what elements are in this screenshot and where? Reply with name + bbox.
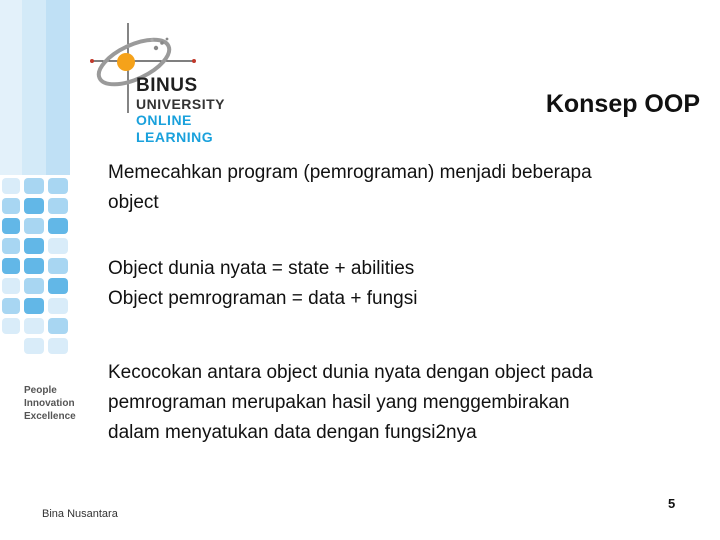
paragraph-3-line-2: pemrograman merupakan hasil yang menggembirakan (108, 392, 570, 413)
sidebar-decoration (0, 0, 72, 540)
paragraph-1-line-2: object (108, 192, 159, 213)
logo-line-online: ONLINE (136, 112, 192, 128)
paragraph-2-line-2: Object pemrograman = data + fungsi (108, 288, 418, 309)
paragraph-3-line-1: Kecocokan antara object dunia nyata dengan object pada (108, 362, 593, 383)
page-number: 5 (668, 496, 676, 511)
paragraph-3-line-3: dalam menyatukan data dengan fungsi2nya (108, 422, 477, 443)
paragraph-1 (108, 158, 592, 218)
tagline (24, 384, 76, 423)
paragraph-3 (108, 358, 593, 448)
footer-organization: Bina Nusantara (42, 508, 118, 520)
paragraph-2 (108, 254, 417, 314)
logo-line-university: UNIVERSITY (136, 96, 226, 112)
paragraph-2-line-1: Object dunia nyata = state + abilities (108, 258, 415, 279)
tagline-innovation: Innovation (24, 398, 75, 409)
logo-line-binus: BINUS (136, 75, 198, 96)
logo-line-learning: LEARNING (136, 129, 214, 145)
paragraph-1-line-1: Memecahkan program (pemrograman) menjadi beberapa (108, 162, 592, 183)
logo-wordmark (136, 76, 225, 146)
tagline-people: People (24, 385, 57, 396)
slide-title: Konsep OOP (545, 90, 700, 118)
tagline-excellence: Excellence (24, 411, 76, 422)
